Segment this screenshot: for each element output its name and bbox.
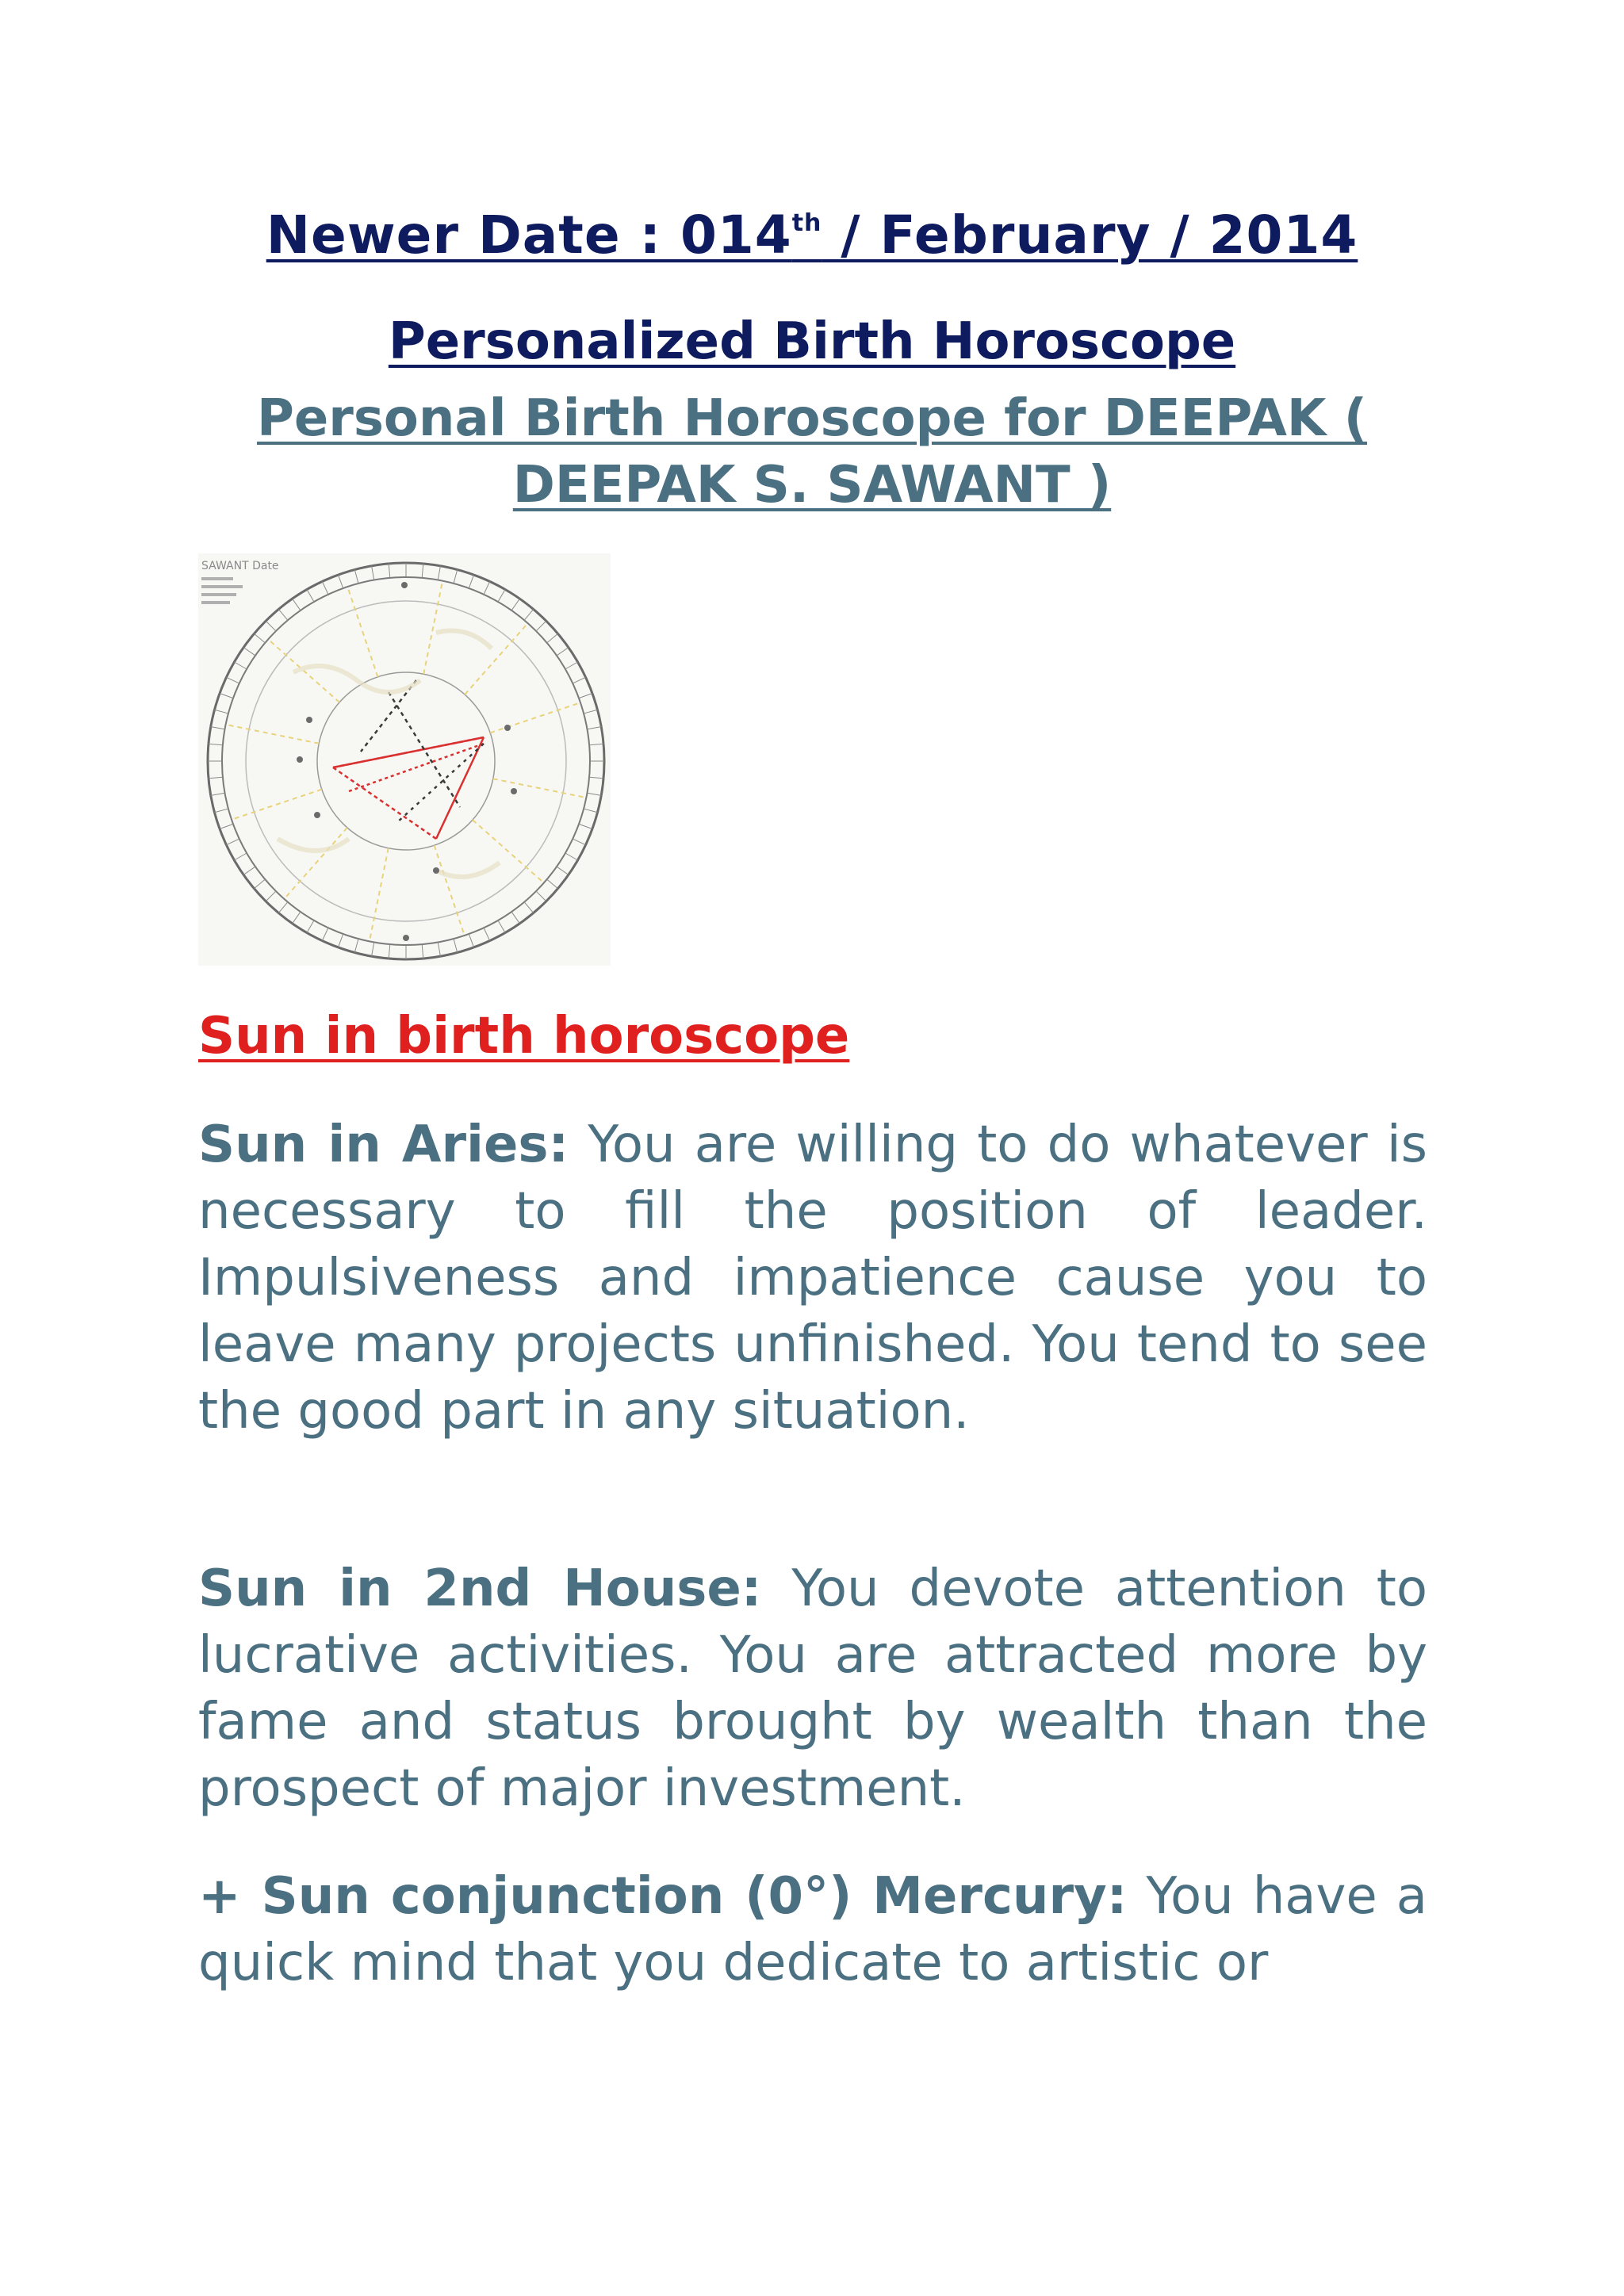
page-title: Personalized Birth Horoscope [388, 312, 1236, 371]
horoscope-chart-image [198, 553, 611, 966]
date-suffix: / February / 2014 [822, 205, 1358, 266]
paragraph-text: You devote attention to lucrative activities. You are attracted more by fame and status brought by wealth than the prospect of major investment. [198, 1559, 1428, 1818]
paragraph-label: Sun in 2nd House: [198, 1559, 762, 1618]
paragraph-label: Sun in Aries: [198, 1115, 569, 1174]
paragraph-sun-in-aries [198, 1112, 1427, 1445]
paragraph-sun-conjunction-mercury [198, 1863, 1427, 1996]
date-prefix: Newer Date : 014 [266, 205, 792, 266]
paragraph-sun-in-2nd-house [198, 1556, 1427, 1822]
horoscope-wheel [198, 553, 611, 966]
date-superscript: th [791, 209, 822, 237]
page-subtitle: Personal Birth Horoscope for DEEPAK ( DEEPAK S. SAWANT ) [256, 389, 1368, 515]
date-line [0, 205, 1624, 266]
section-heading: Sun in birth horoscope [198, 1007, 850, 1066]
chart-corner-text: SAWANT Date [201, 560, 279, 572]
paragraph-text: You are willing to do whatever is necessary to fill the position of leader. Impulsiveness and impatience cause you to leave many projects unfinished. You tend to see the good part in any situation. [198, 1115, 1428, 1441]
paragraph-text: You have a quick mind that you dedicate to artistic or [198, 1867, 1428, 1992]
paragraph-label: + Sun conjunction (0°) Mercury: [198, 1867, 1128, 1926]
